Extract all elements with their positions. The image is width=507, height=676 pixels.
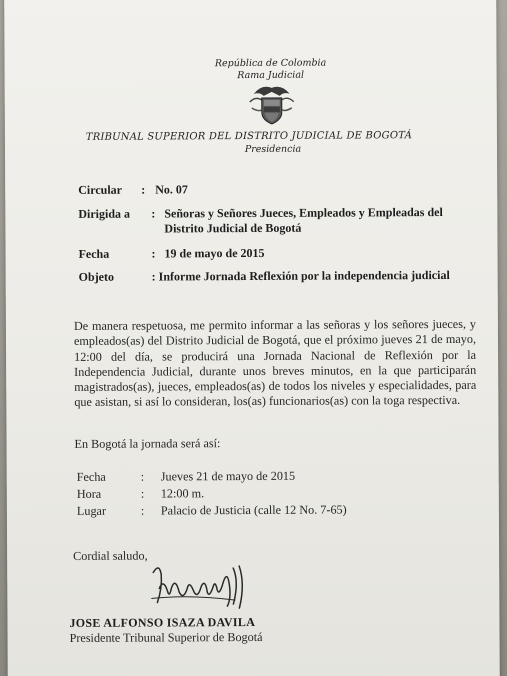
field-circular	[78, 181, 478, 199]
signatory-role: Presidente Tribunal Superior de Bogotá	[69, 629, 263, 645]
body-paragraph: De manera respetuosa, me permito informar a las señoras y los señores jueces, y empleados(as) del Distrito Judicial de Bogotá, que el próximo jueves 21 de mayo, 12:00 del día, se producirá una Jornada Nacional de Reflexión por la Independencia Judicial, durante unos breves minutos, en la que participarán magistrados(as), jueces, empleados(as) de todos los niveles y especialidades, para que asistan, si así lo consideran, los(as) funcionarios(as) con la toga respectiva.	[73, 316, 477, 410]
salutation: Cordial saludo,	[73, 548, 148, 563]
field-objeto	[79, 268, 479, 286]
schedule-lugar-colon: :	[140, 503, 145, 518]
field-dirigida-colon: :	[151, 206, 156, 221]
field-circular-label: Circular	[78, 182, 123, 197]
field-fecha-label: Fecha	[78, 246, 110, 261]
schedule-fecha-value: Jueves 21 de mayo de 2015	[160, 468, 296, 484]
header-office: Presidencia	[244, 143, 302, 156]
schedule-hora-value: 12:00 m.	[160, 486, 205, 501]
field-dirigida-label: Dirigida a	[78, 206, 131, 221]
field-fecha	[79, 245, 479, 263]
field-circular-value: No. 07	[155, 182, 188, 197]
field-objeto-label: Objeto	[78, 269, 115, 284]
letter-page	[4, 0, 500, 676]
signatory-name: JOSE ALFONSO ISAZA DAVILA	[69, 614, 256, 630]
header-country: República de Colombia	[214, 57, 327, 70]
schedule-intro: En Bogotá la jornada será así:	[74, 436, 221, 451]
handwritten-signature	[149, 558, 249, 615]
schedule-lugar-value: Palacio de Justicia (calle 12 No. 7-65)	[160, 502, 347, 518]
header-branch: Rama Judicial	[237, 69, 305, 82]
field-fecha-colon: :	[151, 246, 156, 261]
header-tribunal: TRIBUNAL SUPERIOR DEL DISTRITO JUDICIAL DE BOGOTÁ	[85, 130, 413, 143]
field-objeto-colon: :	[151, 269, 156, 284]
field-objeto-value: Informe Jornada Reflexión por la independencia judicial	[158, 267, 450, 284]
schedule-hora-colon: :	[140, 486, 145, 501]
field-circular-colon: :	[141, 182, 146, 197]
field-dirigida-value: Señoras y Señores Jueces, Empleados y Empleadas del	[164, 204, 443, 221]
schedule-hora-label: Hora	[76, 486, 102, 501]
schedule-lugar-label: Lugar	[76, 503, 107, 518]
field-dirigida-value-cont: Distrito Judicial de Bogotá	[164, 220, 302, 236]
field-fecha-value: 19 de mayo de 2015	[164, 245, 265, 261]
field-dirigida	[78, 205, 478, 239]
coat-of-arms-seal	[248, 82, 296, 126]
schedule-fecha-label: Fecha	[76, 469, 106, 484]
schedule-fecha-colon: :	[140, 469, 145, 484]
